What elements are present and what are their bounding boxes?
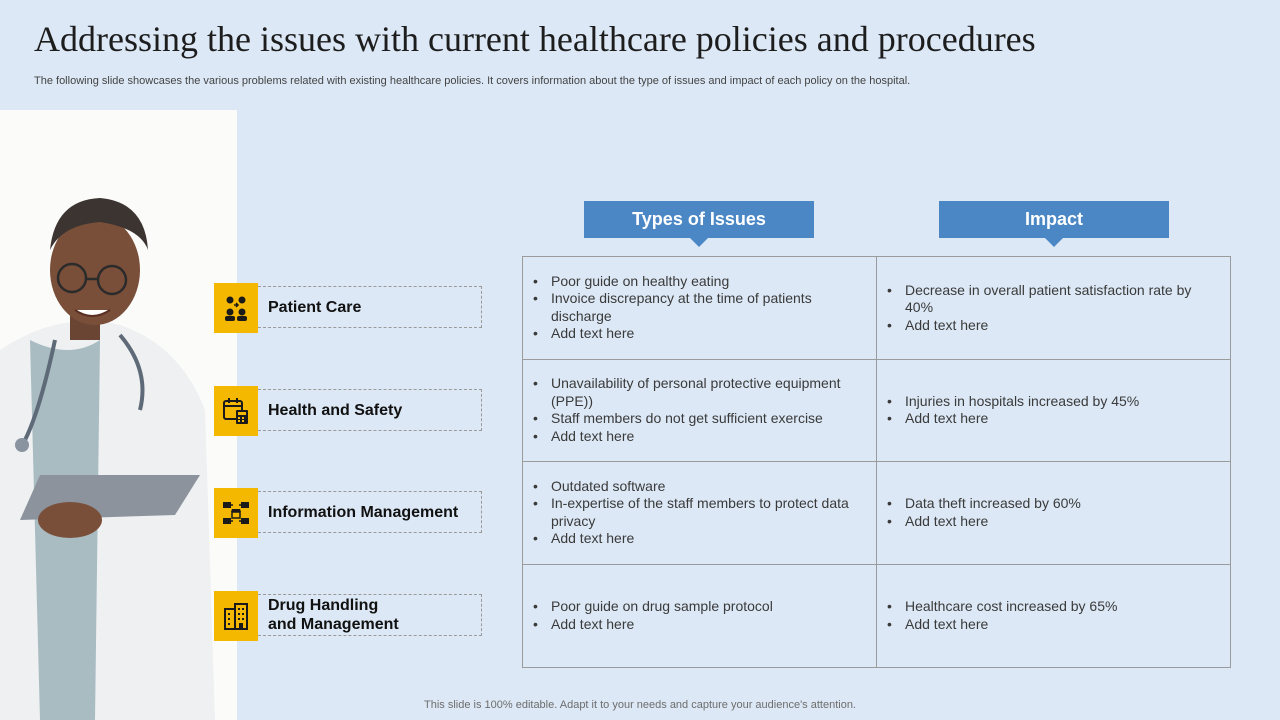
- list-item: • Add text here: [533, 325, 863, 343]
- list-item: • Outdated software: [533, 478, 863, 496]
- list-item: • Healthcare cost increased by 65%: [887, 598, 1117, 616]
- list-item: • In-expertise of the staff members to protect data privacy: [533, 495, 863, 530]
- list-item: • Add text here: [887, 317, 1217, 335]
- list-item: • Add text here: [533, 530, 863, 548]
- issues-cell: [523, 565, 877, 668]
- list-item: • Injuries in hospitals increased by 45%: [887, 393, 1139, 411]
- list-item: • Staff members do not get sufficient exercise: [533, 410, 863, 428]
- category-drug-handling: [214, 591, 482, 641]
- office-building-icon: [214, 591, 258, 641]
- list-item: • Poor guide on drug sample protocol: [533, 598, 773, 616]
- people-group-icon: [214, 283, 258, 333]
- issues-cell: [523, 360, 877, 463]
- list-item: • Data theft increased by 60%: [887, 495, 1081, 513]
- category-information-management: [214, 488, 482, 538]
- impact-header: Impact: [939, 201, 1169, 238]
- impact-cell: [877, 360, 1230, 463]
- list-item: • Unavailability of personal protective equipment (PPE)): [533, 375, 863, 410]
- list-item: • Add text here: [533, 616, 773, 634]
- category-label: Information Management: [268, 503, 459, 521]
- list-item: • Add text here: [887, 616, 1117, 634]
- category-patient-care: [214, 283, 482, 333]
- list-item: • Add text here: [533, 428, 863, 446]
- list-item: • Add text here: [887, 410, 1139, 428]
- category-label: Patient Care: [268, 298, 362, 316]
- page-subtitle: The following slide showcases the various problems related with existing healthcare policies. It covers information about the type of issues and impact of each policy on the hospital.: [34, 75, 911, 87]
- issues-cell: [523, 462, 877, 565]
- category-label: Health and Safety: [268, 401, 403, 419]
- category-label: Drug Handling and Management: [268, 597, 399, 633]
- impact-cell: [877, 462, 1230, 565]
- issues-impact-table: [522, 256, 1231, 668]
- doctor-photo: [0, 110, 237, 720]
- issues-cell: [523, 257, 877, 360]
- page-title: Addressing the issues with current healthcare policies and procedures: [34, 19, 1036, 59]
- list-item: • Add text here: [887, 513, 1081, 531]
- list-item: • Invoice discrepancy at the time of patients discharge: [533, 290, 863, 325]
- impact-cell: [877, 257, 1230, 360]
- calendar-calculator-icon: [214, 386, 258, 436]
- list-item: • Decrease in overall patient satisfaction rate by 40%: [887, 282, 1217, 317]
- impact-cell: [877, 565, 1230, 668]
- list-item: • Poor guide on healthy eating: [533, 273, 863, 291]
- category-health-safety: [214, 386, 482, 436]
- footer-note: This slide is 100% editable. Adapt it to your needs and capture your audience's attention.: [424, 699, 856, 711]
- types-of-issues-header: Types of Issues: [584, 201, 814, 238]
- network-store-icon: [214, 488, 258, 538]
